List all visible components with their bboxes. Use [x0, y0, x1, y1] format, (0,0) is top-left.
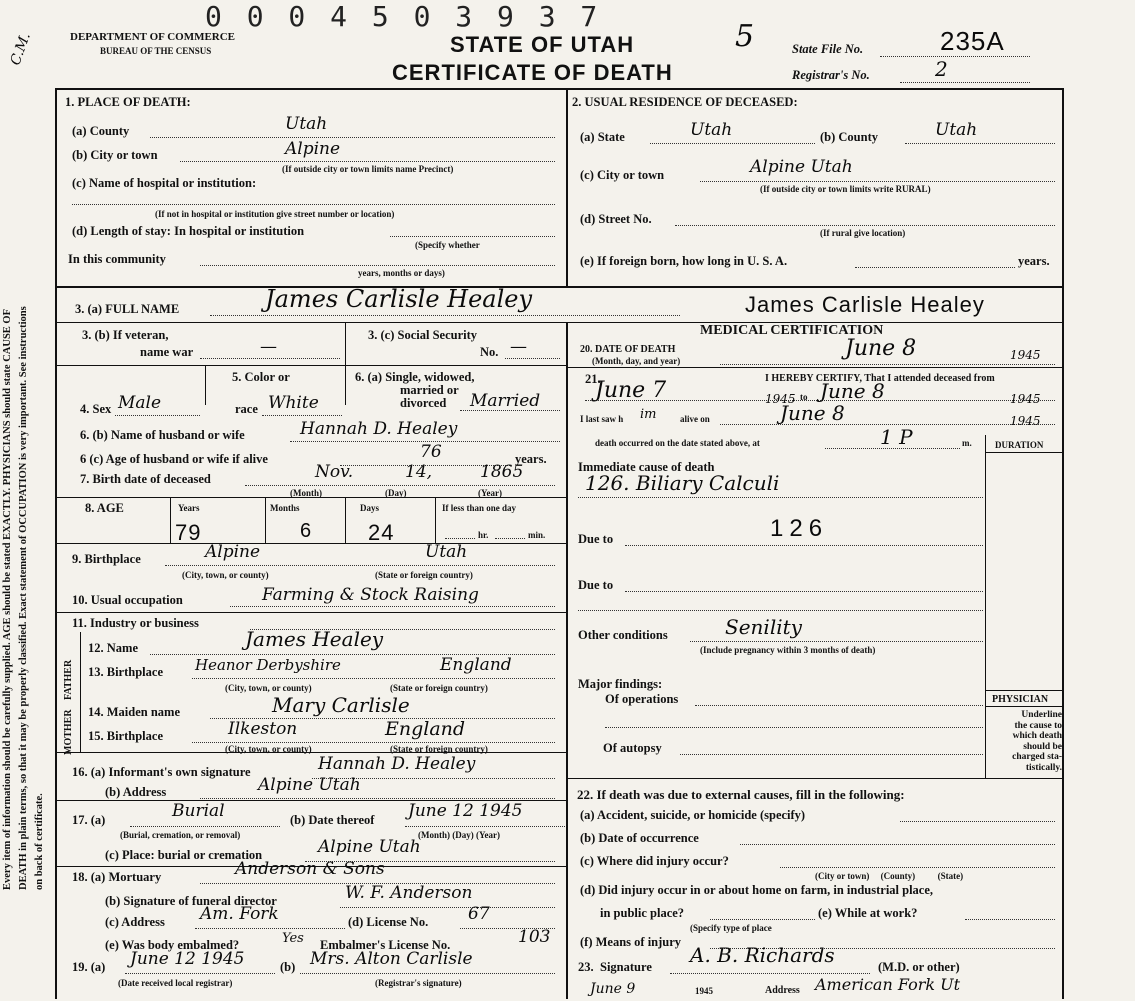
external-a-label: (a) Accident, suicide, or homicide (specify): [580, 808, 806, 822]
external-causes-heading: 22. If death was due to external causes, fill in the following:: [577, 787, 905, 802]
burial-value[interactable]: Burial: [172, 801, 225, 821]
birthplace-state-note: (State or foreign country): [375, 570, 473, 580]
due-to-2-label: Due to: [578, 578, 614, 592]
residence-city-label: (c) City or town: [580, 168, 665, 182]
birth-day-note: (Day): [385, 488, 407, 498]
veteran-value[interactable]: —: [260, 337, 277, 357]
occurred-time-value[interactable]: 1 P: [880, 425, 913, 449]
informant-address-value[interactable]: Alpine Utah: [258, 775, 361, 795]
mother-bp-city-note: (City, town, or county): [225, 744, 312, 754]
margin-corner-mark: C.M.: [7, 30, 34, 68]
burial-place-label: (c) Place: burial or cremation: [105, 848, 263, 862]
funeral-director-label: (b) Signature of funeral director: [105, 894, 277, 908]
margin-instruction-1: Every item of information should be carefully supplied. AGE should be stated EXACTLY. PHYSICIANS should state CAUSE OF: [2, 309, 13, 890]
birth-date-label: 7. Birth date of deceased: [80, 472, 211, 486]
death-county-value[interactable]: Utah: [285, 114, 328, 134]
immediate-cause-value[interactable]: 126. Biliary Calculi: [585, 471, 780, 495]
mother-name-value[interactable]: Mary Carlisle: [272, 693, 410, 717]
residence-heading: 2. USUAL RESIDENCE OF DECEASED:: [572, 95, 798, 109]
veteran-label: 3. (b) If veteran,: [82, 328, 169, 342]
state-title: STATE OF UTAH: [450, 32, 635, 57]
death-city-label: (b) City or town: [72, 148, 158, 162]
age-years-label: Years: [178, 503, 200, 513]
residence-state-value[interactable]: Utah: [690, 120, 733, 140]
occurred-label: death occurred on the date stated above, at: [595, 438, 760, 448]
marital-value[interactable]: Married: [470, 391, 541, 411]
certify-text: I HEREBY CERTIFY, That I attended deceased from: [765, 373, 995, 384]
other-conditions-note: (Include pregnancy within 3 months of death): [700, 645, 876, 655]
state-file-value: 235A: [940, 26, 1005, 56]
burial-date-value[interactable]: June 12 1945: [408, 801, 523, 821]
physician-box-text: Underline the cause to which death should be charged sta- tistically.: [1012, 710, 1062, 773]
father-birthplace-label: 13. Birthplace: [88, 665, 163, 679]
funeral-director-value[interactable]: W. F. Anderson: [345, 883, 473, 903]
age-hr-label: hr.: [478, 530, 489, 540]
residence-county-label: (b) County: [820, 130, 878, 144]
father-birthplace-city[interactable]: Heanor Derbyshire: [195, 656, 341, 674]
external-c-label: (c) Where did injury occur?: [580, 854, 729, 868]
burial-date-note: (Month) (Day) (Year): [418, 830, 500, 840]
last-saw-label: I last saw h: [580, 414, 624, 424]
registrar-sig-label: (b): [280, 960, 296, 974]
years-months-days-note: years, months or days): [358, 268, 445, 278]
age-label: 8. AGE: [85, 501, 124, 515]
external-b-label: (b) Date of occurrence: [580, 831, 699, 845]
physician-address-value[interactable]: American Fork Ut: [815, 975, 961, 994]
spouse-age-years: years.: [515, 452, 547, 466]
birth-day-value[interactable]: 14,: [405, 462, 433, 482]
signature-date-value[interactable]: June 9: [590, 981, 636, 997]
header-mark-5: 5: [735, 19, 755, 54]
father-bp-city-note: (City, town, or county): [225, 683, 312, 693]
birthplace-label: 9. Birthplace: [72, 552, 141, 566]
certify-num: 21.: [585, 372, 601, 386]
attended-to-year[interactable]: 1945: [1010, 392, 1041, 406]
birthplace-state-value[interactable]: Utah: [425, 542, 468, 562]
mother-name-label: 14. Maiden name: [88, 705, 181, 719]
attended-from-year[interactable]: 1945: [765, 392, 796, 406]
due-to-1-label: Due to: [578, 532, 614, 546]
mortuary-address-label: (c) Address: [105, 915, 165, 929]
spouse-name-label: 6. (b) Name of husband or wife: [80, 428, 245, 442]
color-race-label: 5. Color or: [232, 370, 290, 384]
embalmed-value[interactable]: Yes: [282, 931, 304, 946]
occupation-label: 10. Usual occupation: [72, 593, 183, 607]
length-of-stay-label: (d) Length of stay: In hospital or institution: [72, 224, 305, 238]
signature-value[interactable]: A. B. Richards: [690, 943, 835, 967]
death-city-note: (If outside city or town limits name Precinct): [282, 164, 454, 174]
external-d-label-2: in public place?: [600, 906, 685, 920]
attended-to-label: to: [800, 392, 808, 402]
informant-signature-value[interactable]: Hannah D. Healey: [318, 754, 476, 774]
place-of-death-heading: 1. PLACE OF DEATH:: [65, 95, 191, 109]
embalmer-license-label: Embalmer's License No.: [320, 938, 451, 952]
death-city-value[interactable]: Alpine: [285, 139, 341, 159]
date-of-death-value[interactable]: June 8: [845, 336, 917, 361]
signature-label: Signature: [600, 960, 652, 974]
race-value[interactable]: White: [268, 393, 319, 413]
birth-month-value[interactable]: Nov.: [315, 462, 354, 482]
burial-place-value[interactable]: Alpine Utah: [318, 837, 421, 857]
external-e-label: (e) While at work?: [818, 906, 918, 920]
duration-label: DURATION: [995, 440, 1044, 450]
bureau-label: BUREAU OF THE CENSUS: [100, 46, 212, 56]
sex-value[interactable]: Male: [118, 393, 162, 413]
state-file-label: State File No.: [792, 42, 864, 56]
physician-box-title: PHYSICIAN: [992, 694, 1049, 705]
mortuary-address-value[interactable]: Am. Fork: [200, 904, 279, 924]
informant-address-label: (b) Address: [105, 785, 167, 799]
hospital-note: (If not in hospital or institution give street number or location): [155, 209, 395, 219]
residence-county-value[interactable]: Utah: [935, 120, 978, 140]
external-d-note: (Specify type of place: [690, 923, 772, 933]
mother-birthplace-city[interactable]: Ilkeston: [228, 719, 298, 739]
full-name-printed: James Carlisle Healey: [745, 292, 985, 317]
external-d-label: (d) Did injury occur in or about home on farm, in industrial place,: [580, 883, 934, 897]
last-saw-value[interactable]: im: [640, 407, 657, 422]
date-of-death-year[interactable]: 1945: [1010, 348, 1041, 362]
physician-address-label: Address: [765, 985, 800, 996]
ssn-label-2: No.: [480, 345, 499, 359]
residence-city-note: (If outside city or town limits write RURAL): [760, 184, 931, 194]
external-c-note: (City or town) (County) (State): [815, 871, 964, 881]
alive-on-year[interactable]: 1945: [1010, 414, 1041, 428]
registrar-date-label: 19. (a): [72, 960, 106, 974]
marital-label-3: divorced: [400, 396, 447, 410]
foreign-born-label: (e) If foreign born, how long in U. S. A.: [580, 254, 788, 268]
date-of-death-note: (Month, day, and year): [592, 356, 681, 366]
birth-month-note: (Month): [290, 488, 322, 498]
license-value[interactable]: 67: [468, 904, 490, 924]
marital-label-1: 6. (a) Single, widowed,: [355, 370, 475, 384]
spouse-age-label: 6 (c) Age of husband or wife if alive: [80, 452, 268, 466]
of-operations-label: Of operations: [605, 692, 679, 706]
burial-note: (Burial, cremation, or removal): [120, 830, 241, 840]
age-days-value[interactable]: 24: [368, 520, 395, 545]
father-bp-state-note: (State or foreign country): [390, 683, 488, 693]
mortuary-value[interactable]: Anderson & Sons: [235, 859, 385, 879]
embalmed-label: (e) Was body embalmed?: [105, 938, 240, 952]
attended-to-value[interactable]: June 8: [820, 379, 885, 403]
father-name-value[interactable]: James Healey: [245, 627, 384, 651]
mother-birthplace-country[interactable]: England: [385, 718, 466, 740]
spouse-age-value[interactable]: 76: [420, 442, 442, 462]
father-birthplace-country[interactable]: England: [440, 655, 512, 675]
immediate-cause-label: Immediate cause of death: [578, 460, 715, 474]
registrar-date-note: (Date received local registrar): [118, 978, 233, 988]
residence-city-value[interactable]: Alpine Utah: [750, 157, 853, 177]
marital-label-2: married or: [400, 383, 459, 397]
sex-label: 4. Sex: [80, 402, 112, 416]
ssn-value[interactable]: —: [510, 337, 527, 357]
department-label: DEPARTMENT OF COMMERCE: [70, 31, 236, 43]
mortuary-label: 18. (a) Mortuary: [72, 870, 162, 884]
mother-birthplace-label: 15. Birthplace: [88, 729, 163, 743]
major-findings-label: Major findings:: [578, 677, 663, 691]
specify-whether-note: (Specify whether: [415, 240, 480, 250]
certificate-stamp-number: 0 0 0 4 5 0 3 9 3 7: [205, 0, 602, 33]
birthplace-city-note: (City, town, or county): [182, 570, 269, 580]
mother-bp-state-note: (State or foreign country): [390, 744, 488, 754]
embalmer-license-value[interactable]: 103: [518, 927, 551, 947]
birthplace-city-value[interactable]: Alpine: [205, 542, 261, 562]
m-label: m.: [962, 438, 972, 448]
full-name-label: 3. (a) FULL NAME: [75, 302, 180, 316]
race-label: race: [235, 402, 258, 416]
spouse-name-value[interactable]: Hannah D. Healey: [300, 419, 458, 439]
burial-date-label: (b) Date thereof: [290, 813, 375, 827]
registrar-sig-note: (Registrar's signature): [375, 978, 462, 988]
md-or-other-label: (M.D. or other): [878, 960, 960, 974]
other-conditions-value[interactable]: Senility: [725, 615, 802, 639]
alive-on-label: alive on: [680, 414, 710, 424]
occupation-value[interactable]: Farming & Stock Raising: [262, 585, 479, 605]
license-label: (d) License No.: [348, 915, 429, 929]
foreign-born-years: years.: [1018, 254, 1050, 268]
signature-date-year: 1945: [695, 986, 713, 996]
birth-year-note: (Year): [478, 488, 502, 498]
attended-from-value[interactable]: June 7: [595, 378, 667, 403]
residence-street-label: (d) Street No.: [580, 212, 652, 226]
due-to-1-value[interactable]: 126: [770, 515, 829, 542]
residence-street-note: (If rural give location): [820, 228, 906, 238]
full-name-handwritten[interactable]: James Carlisle Healey: [265, 285, 533, 313]
registrars-no-value: 2: [935, 57, 948, 81]
veteran-label-2: name war: [140, 345, 194, 359]
medical-cert-heading: MEDICAL CERTIFICATION: [700, 323, 884, 338]
age-days-label: Days: [360, 503, 380, 513]
less-than-day-label: If less than one day: [442, 503, 517, 513]
birth-year-value[interactable]: 1865: [480, 462, 524, 482]
alive-on-value[interactable]: June 8: [780, 401, 845, 425]
informant-signature-label: 16. (a) Informant's own signature: [72, 765, 251, 779]
date-of-death-label: 20. DATE OF DEATH: [580, 344, 676, 355]
hospital-label: (c) Name of hospital or institution:: [72, 176, 257, 190]
of-autopsy-label: Of autopsy: [603, 741, 662, 755]
father-side-label: FATHER: [63, 659, 74, 700]
age-min-label: min.: [528, 530, 546, 540]
margin-instruction-2: DEATH in plain terms, so that it may be properly classified. Exact statement of OCCUPATION is very important. See instructions: [18, 306, 29, 890]
signature-num: 23.: [578, 960, 594, 974]
external-f-label: (f) Means of injury: [580, 935, 682, 949]
residence-state-label: (a) State: [580, 130, 625, 144]
age-months-label: Months: [270, 503, 300, 513]
registrar-sig-value[interactable]: Mrs. Alton Carlisle: [310, 949, 473, 969]
certificate-title: CERTIFICATE OF DEATH: [392, 60, 673, 85]
burial-label: 17. (a): [72, 813, 106, 827]
father-name-label: 12. Name: [88, 641, 138, 655]
registrar-date-value[interactable]: June 12 1945: [130, 949, 245, 969]
death-county-label: (a) County: [72, 124, 130, 138]
mother-side-label: MOTHER: [63, 709, 74, 755]
in-community-label: In this community: [68, 252, 166, 266]
margin-instruction-3: on back of certificate.: [34, 793, 45, 890]
registrars-no-label: Registrar's No.: [792, 68, 870, 82]
other-conditions-label: Other conditions: [578, 628, 668, 642]
age-months-value[interactable]: 6: [300, 520, 313, 542]
industry-label: 11. Industry or business: [72, 616, 199, 630]
ssn-label: 3. (c) Social Security: [368, 328, 478, 342]
age-years-value[interactable]: 79: [175, 520, 202, 545]
